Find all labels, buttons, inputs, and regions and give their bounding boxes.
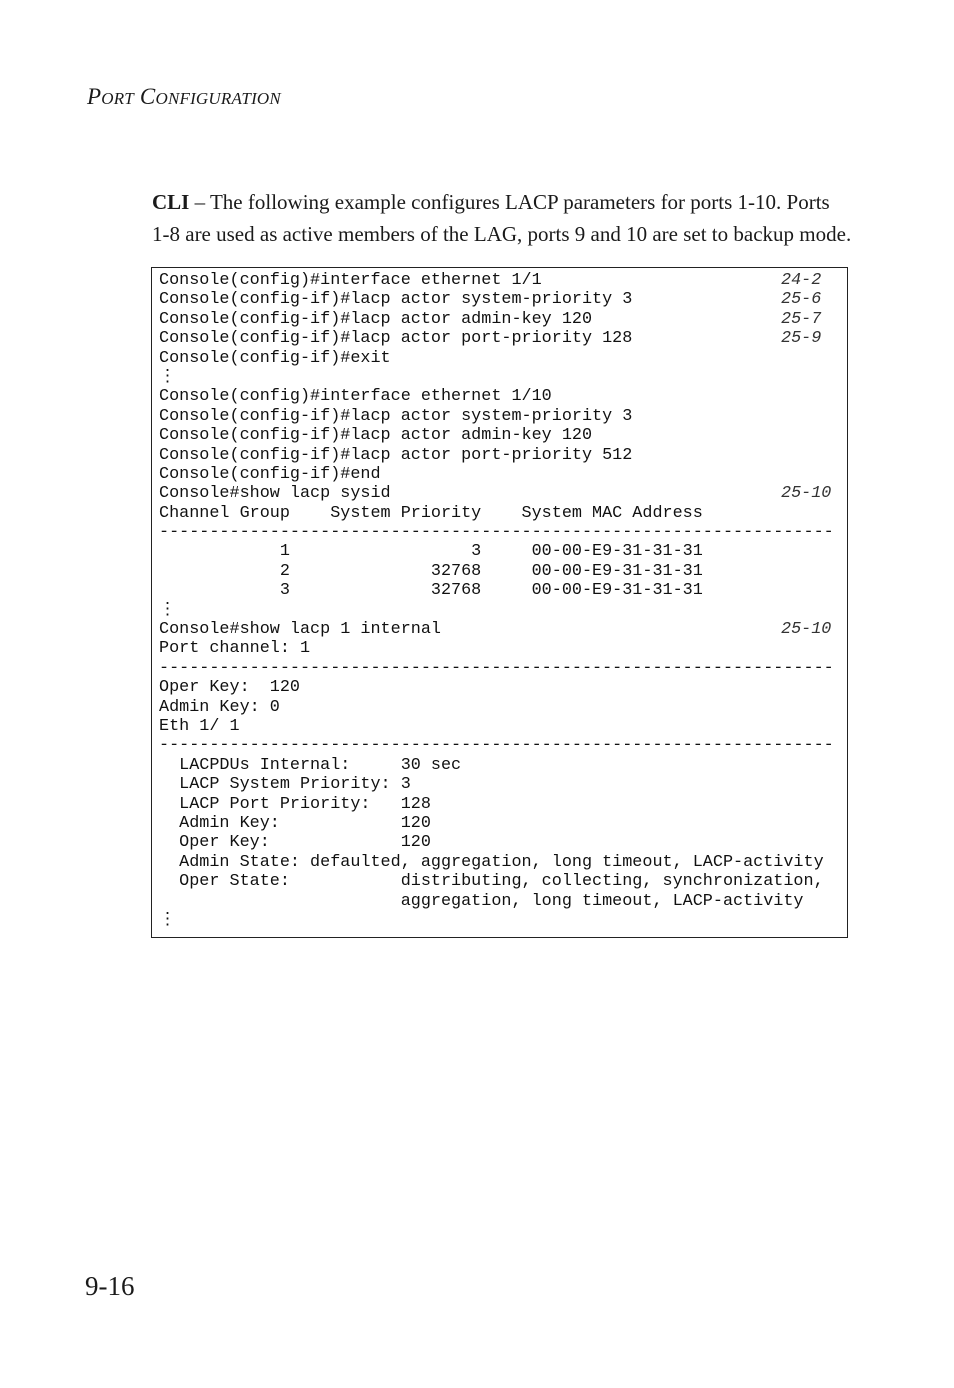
cli-line	[159, 892, 839, 911]
cli-lines	[159, 271, 839, 930]
cli-line	[159, 872, 839, 891]
cli-command-text: Port channel: 1	[159, 639, 311, 659]
cli-command-text: Oper Key: 120	[159, 678, 300, 698]
cli-command-text: Console(config-if)#lacp actor port-priority 128	[159, 329, 633, 349]
cli-page-reference: 25-9	[781, 329, 822, 349]
cli-line	[159, 678, 839, 697]
cli-command-text: 1 3 00-00-E9-31-31-31	[159, 542, 703, 562]
cli-command-text: 3 32768 00-00-E9-31-31-31	[159, 581, 703, 601]
cli-command-text: -------------------------------------------------------------------	[159, 658, 834, 678]
cli-line	[159, 639, 839, 658]
cli-line	[159, 717, 839, 736]
cli-command-text: Console#show lacp 1 internal	[159, 620, 441, 640]
cli-command-text: Console(config-if)#lacp actor admin-key 120	[159, 309, 593, 329]
page-number: 9-16	[85, 1271, 135, 1301]
cli-line	[159, 620, 839, 639]
cli-command-text: LACPDUs Internal: 30 sec	[159, 755, 462, 775]
cli-line	[159, 562, 839, 581]
cli-command-text: Console(config-if)#lacp actor port-priority 512	[159, 445, 633, 465]
cli-command-text: Console#show lacp sysid	[159, 484, 391, 504]
cli-command-text: Console(config-if)#end	[159, 464, 381, 484]
cli-line	[159, 465, 839, 484]
cli-command-text: Admin Key: 0	[159, 697, 280, 717]
cli-line	[159, 581, 839, 600]
cli-command-text: LACP System Priority: 3	[159, 775, 411, 795]
intro-text: – The following example configures LACP parameters for ports 1-10. Ports 1-8 are used as active members of the LAG, ports 9 and 10 are set to backup mode.	[152, 190, 852, 246]
cli-command-text: 2 32768 00-00-E9-31-31-31	[159, 561, 703, 581]
cli-command-text: Channel Group System Priority System MAC Address	[159, 503, 703, 523]
cli-command-text: -------------------------------------------------------------------	[159, 523, 834, 543]
cli-line	[159, 911, 839, 930]
cli-page-reference: 25-10	[781, 484, 832, 504]
cli-line	[159, 853, 839, 872]
cli-line	[159, 795, 839, 814]
cli-line	[159, 271, 839, 290]
cli-command-text: Console(config-if)#lacp actor system-priority 3	[159, 406, 633, 426]
cli-line	[159, 659, 839, 678]
cli-line	[159, 833, 839, 852]
cli-line	[159, 736, 839, 755]
cli-line	[159, 329, 839, 348]
cli-command-text: Admin State: defaulted, aggregation, long timeout, LACP-activity	[159, 852, 824, 872]
cli-example-box	[151, 267, 848, 938]
cli-line	[159, 368, 839, 387]
cli-line	[159, 407, 839, 426]
cli-line	[159, 542, 839, 561]
cli-command-text: aggregation, long timeout, LACP-activity	[159, 891, 804, 911]
cli-line	[159, 310, 839, 329]
header-initial-2: C	[139, 84, 156, 109]
cli-line	[159, 775, 839, 794]
cli-command-text: Eth 1/ 1	[159, 716, 240, 736]
cli-command-text: Oper Key: 120	[159, 833, 431, 853]
cli-page-reference: 25-10	[781, 620, 832, 640]
cli-command-text: Console(config-if)#lacp actor system-priority 3	[159, 290, 633, 310]
cli-command-text: LACP Port Priority: 128	[159, 794, 431, 814]
cli-line	[159, 601, 839, 620]
running-header	[87, 84, 281, 110]
cli-line	[159, 756, 839, 775]
cli-command-text: Console(config)#interface ethernet 1/10	[159, 387, 552, 407]
cli-line	[159, 426, 839, 445]
cli-line	[159, 446, 839, 465]
cli-line	[159, 484, 839, 503]
cli-command-text: Console(config-if)#lacp actor admin-key 120	[159, 426, 593, 446]
ellipsis-marker: ⋮	[159, 600, 176, 620]
cli-command-text: Oper State: distributing, collecting, synchronization,	[159, 872, 824, 892]
cli-command-text: Console(config)#interface ethernet 1/1	[159, 271, 542, 290]
header-rest-1: ORT	[101, 89, 134, 108]
header-rest-2: ONFIGURATION	[155, 89, 281, 108]
cli-command-text: Admin Key: 120	[159, 813, 431, 833]
cli-page-reference: 24-2	[781, 271, 822, 290]
cli-page-reference: 25-6	[781, 290, 822, 310]
cli-line	[159, 290, 839, 309]
cli-line	[159, 387, 839, 406]
cli-line	[159, 504, 839, 523]
ellipsis-marker: ⋮	[159, 910, 176, 930]
cli-line	[159, 349, 839, 368]
cli-line	[159, 523, 839, 542]
cli-command-text: -------------------------------------------------------------------	[159, 736, 834, 756]
intro-lead: CLI	[152, 190, 190, 214]
cli-line	[159, 698, 839, 717]
header-initial-1: P	[87, 84, 102, 109]
intro-paragraph	[152, 187, 852, 250]
ellipsis-marker: ⋮	[159, 367, 176, 387]
cli-page-reference: 25-7	[781, 309, 822, 329]
cli-line	[159, 814, 839, 833]
cli-command-text: Console(config-if)#exit	[159, 348, 391, 368]
